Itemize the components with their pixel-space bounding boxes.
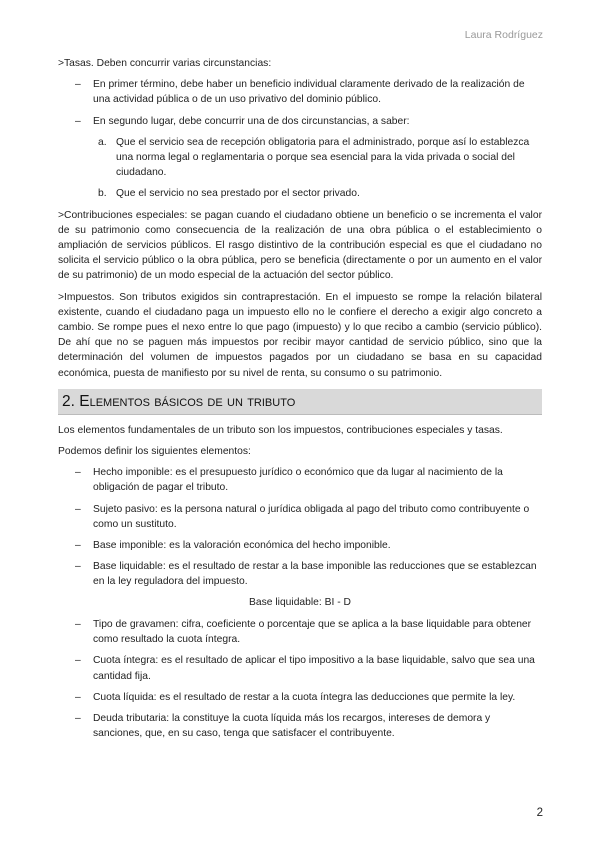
tasas-sublist [58,135,542,202]
list-item-text: Tipo de gravamen: cifra, coeficiente o porcentaje que se aplica a la base liquidable para obtener como resultado la cuota íntegra. [93,618,532,646]
dash-bullet: – [75,712,81,724]
list-item [58,465,542,495]
list-item [58,114,542,129]
list-item [58,77,542,107]
tasas-intro: >Tasas. Deben concurrir varias circunstancias: [58,58,272,69]
list-item-text: Que el servicio sea de recepción obligatoria para el administrado, porque así lo establezca una norma legal o reglamentaria o porque sea esencial para la vida privada o social del ciudadano. [116,136,530,179]
dash-bullet: – [75,618,81,630]
section-number: 2. [62,392,75,410]
sub-marker: b. [98,188,107,200]
list-item-text: Sujeto pasivo: es la persona natural o jurídica obligada al pago del tributo como contribuyente o como un sustituto. [93,503,530,530]
page-number: 2 [536,807,543,819]
list-item [58,690,542,705]
dash-bullet: – [75,467,81,479]
list-item-text: Hecho imponible: es el presupuesto jurídico o económico que da lugar al nacimiento de la obligación de pagar el tributo. [93,467,503,494]
sub-marker: a. [98,136,107,148]
list-item-text: Cuota líquida: es el resultado de restar a la cuota íntegra las deducciones que permite la ley. [93,691,516,703]
list-item [58,653,542,683]
list-item [58,559,542,589]
section-title: Elementos básicos de un tributo [79,392,296,410]
section-heading [58,389,542,415]
list-item-text: Base imponible: es la valoración económica del hecho imponible. [93,540,391,552]
section-intro-2: Podemos definir los siguientes elementos: [58,446,251,458]
dash-bullet: – [75,691,81,703]
dash-bullet: – [75,115,81,127]
dash-bullet: – [75,503,81,515]
list-item-text: Cuota íntegra: es el resultado de aplicar el tipo impositivo a la base liquidable, salvo que sea una cantidad fija. [93,655,535,682]
page-content [58,56,542,747]
contribuciones-paragraph: >Contribuciones especiales: se pagan cuando el ciudadano obtiene un beneficio o se incrementa el valor de su patrimonio como consecuencia de la realización de una obra pública o el establecimiento o ampliación de servicios públicos. El rasgo distintivo de la contribución especial es que el ciudadano no solicita el servicio público o la obra pública, pero se beneficia (directamente o por un aumento en el valor de su patrimonio) de un modo especial de la actuación del sector público. [58,209,542,282]
list-item-text: Deuda tributaria: la constituye la cuota líquida más los recargos, intereses de demora y sanciones, que, en su caso, tenga que satisfacer el contribuyente. [93,712,491,740]
dash-bullet: – [75,561,81,573]
section-intro: Los elementos fundamentales de un tributo son los impuestos, contribuciones especiales y tasas. [58,424,503,436]
impuestos-paragraph: >Impuestos. Son tributos exigidos sin contraprestación. En el impuesto se rompe la relación bilateral existente, cuando el ciudadano paga un impuesto ello no le confiere el derecho a exigir algo concreto a cambio. Se rompe pues el nexo entre lo que pago (impuesto) y lo que recibo a cambio (servicio público). De ahí que no se paguen más impuestos por recibir mayor cantidad de servicio público, sino que la determinación del volumen de impuestos pagados por un ciudadano se basa en su capacidad económica, puesta de manifiesto por su nivel de renta, su consumo o su patrimonio. [58,291,542,379]
tasas-list [58,77,542,129]
list-item [58,186,542,201]
list-item-text: Que el servicio no sea prestado por el sector privado. [116,188,360,200]
dash-bullet: – [75,79,81,91]
list-item [58,538,542,553]
elements-list-a [58,465,542,589]
list-item-text: En primer término, debe haber un beneficio individual claramente derivado de la realización de una actividad pública o de un uso privativo del dominio público. [93,79,525,106]
list-item [58,502,542,532]
list-item [58,617,542,647]
elements-list-b [58,617,542,741]
list-item [58,135,542,181]
dash-bullet: – [75,655,81,667]
list-item-text: Base liquidable: es el resultado de restar a la base imponible las reducciones que se establezcan en la ley reguladora del impuesto. [93,561,537,588]
dash-bullet: – [75,540,81,552]
list-item-text: En segundo lugar, debe concurrir una de dos circunstancias, a saber: [93,115,410,127]
formula: Base liquidable: BI - D [249,596,351,608]
list-item [58,711,542,741]
header-author: Laura Rodríguez [464,29,543,41]
